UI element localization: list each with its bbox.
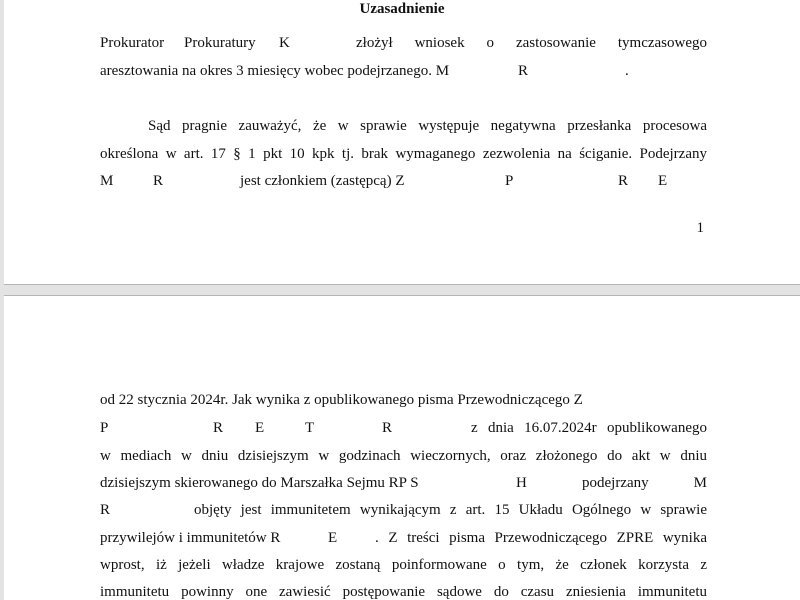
redacted-name-initial: P [100, 420, 109, 436]
document-heading: Uzasadnienie [359, 1, 445, 17]
text-segment: złożył wniosek o zastosowanie tymczasowego [356, 35, 707, 51]
paragraph-2-line-1: Sąd pragnie zauważyć, że w sprawie występuje negatywna przesłanka procesowa [148, 118, 707, 134]
text-segment: aresztowania na okres 3 miesięcy wobec podejrzanego. M [100, 63, 450, 79]
text-segment: dzisiejszym skierowanego do Marszałka Sejmu RP S [100, 475, 419, 491]
paragraph-2-line-2: określona w art. 17 § 1 pkt 10 kpk tj. brak wymaganego zezwolenia na ściganie. Podejrzany [100, 146, 707, 162]
redacted-name-initial: T [305, 420, 315, 436]
text-segment: przywilejów i immunitetów R [100, 530, 281, 546]
document-page-1 [4, 0, 800, 285]
redacted-name-initial: M [100, 173, 114, 189]
redacted-name-initial: R [382, 420, 393, 436]
text-segment: objęty jest immunitetem wynikającym z art. 15 Układu Ogólnego w sprawie [194, 502, 707, 518]
text-segment: podejrzany M [582, 475, 707, 491]
redacted-name-initial: R [518, 63, 529, 79]
text-segment: z dnia 16.07.2024r opublikowanego [471, 420, 707, 436]
sentence-end: . [625, 63, 629, 79]
redacted-name-initial: R [153, 173, 164, 189]
text-segment: . Z treści pisma Przewodniczącego ZPRE wynika [375, 530, 707, 546]
document-page-2 [4, 295, 800, 600]
redacted-name-initial: R [618, 173, 629, 189]
redacted-name-initial: E [328, 530, 338, 546]
word: Prokurator [100, 35, 165, 51]
page-2-line-7: wprost, iż jeżeli władze krajowe zostaną poinformowane o tym, że członek korzysta z [100, 557, 707, 573]
redacted-name-initial: E [255, 420, 265, 436]
page-number: 1 [696, 220, 704, 236]
text-segment: jest członkiem (zastępcą) Z [240, 173, 405, 189]
redacted-name-initial: K [279, 35, 290, 51]
word: Prokuratury [184, 35, 256, 51]
page-2-line-8: immunitetu powinny one zawiesić postępowanie sądowe do czasu zniesienia immunitetu [100, 584, 707, 600]
redacted-name-initial: R [100, 502, 111, 518]
page-2-line-1: od 22 stycznia 2024r. Jak wynika z opublikowanego pisma Przewodniczącego Z [100, 392, 583, 408]
redacted-name-initial: E [658, 173, 668, 189]
redacted-name-initial: R [213, 420, 224, 436]
page-separator [0, 285, 800, 295]
redacted-name-initial: H [516, 475, 527, 491]
page-2-line-3: w mediach w dniu dzisiejszym w godzinach wieczornych, oraz złożonego do akt w dniu [100, 448, 707, 464]
redacted-name-initial: P [505, 173, 514, 189]
